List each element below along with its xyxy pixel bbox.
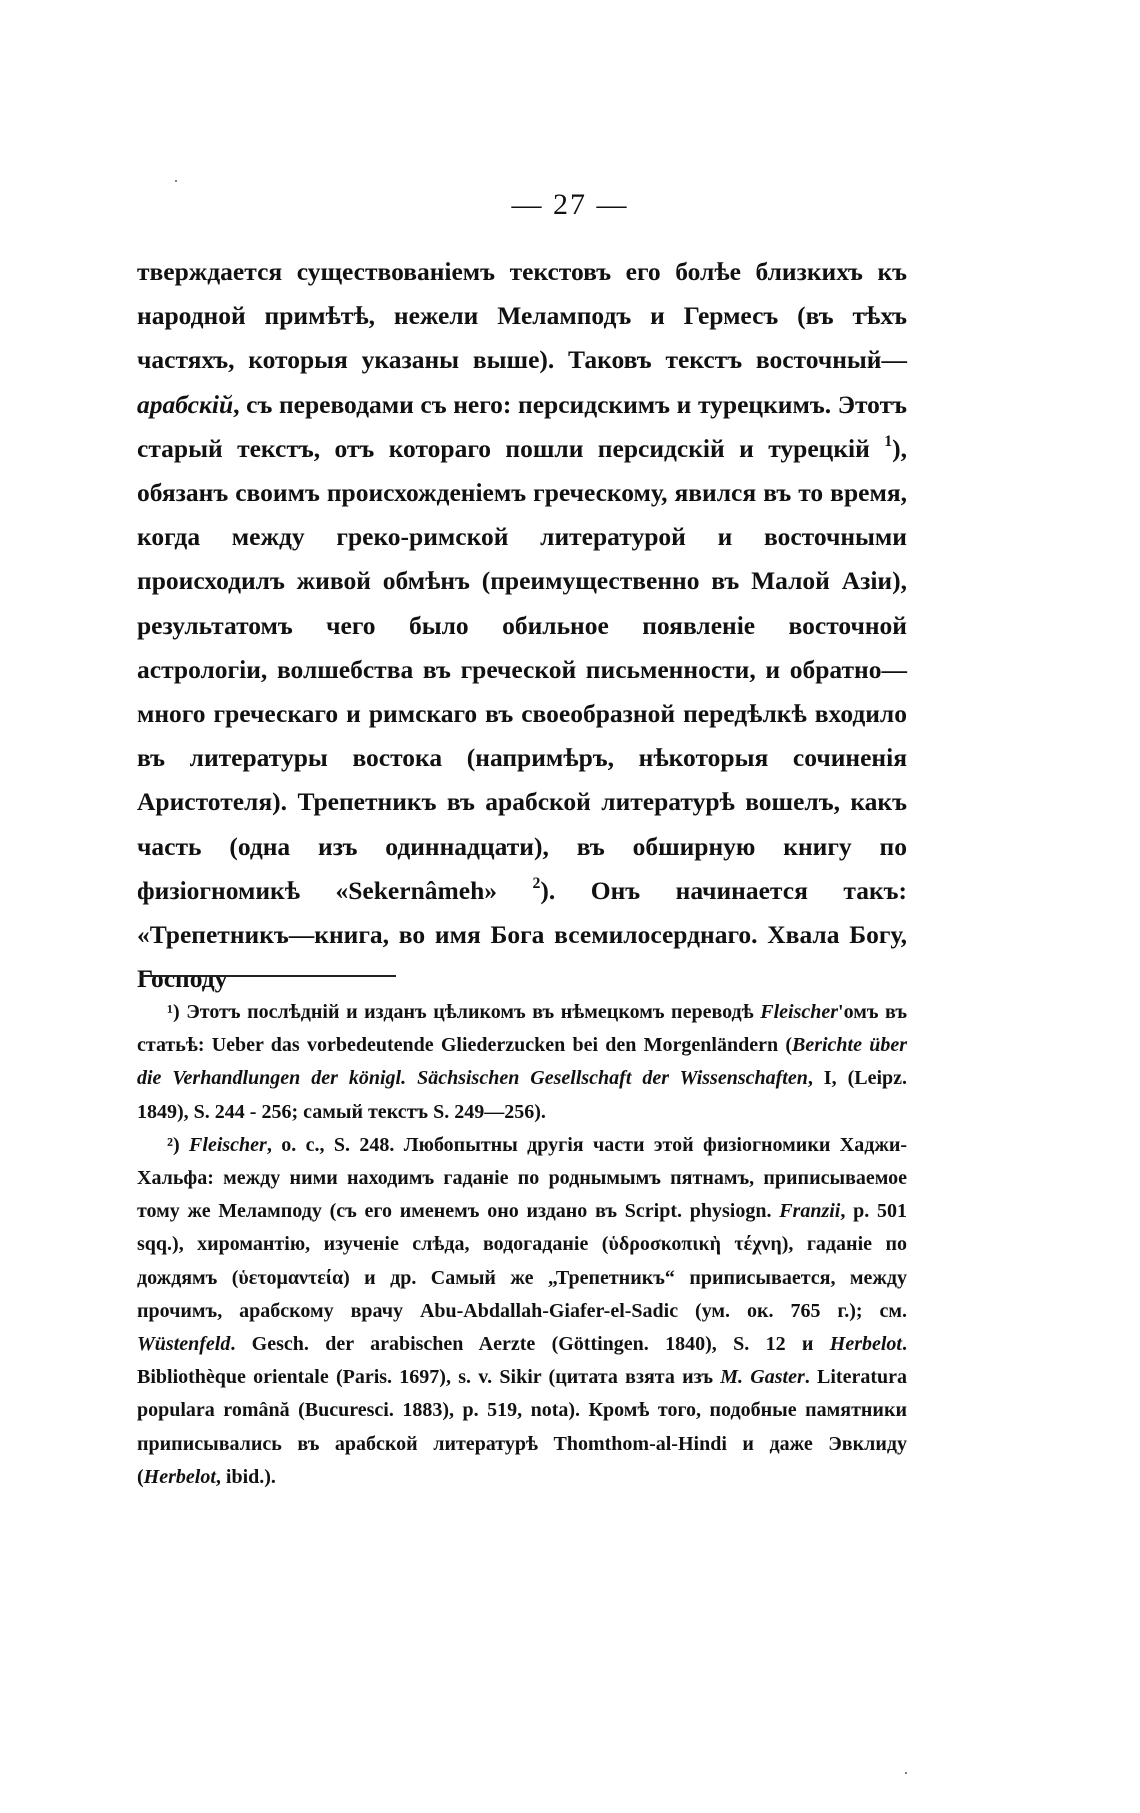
text-run-italic: M. Gaster xyxy=(720,1366,805,1389)
text-run-italic: Herbelot xyxy=(143,1465,216,1488)
text-run: 'омъ въ статьѣ: Ueber das vorbedeutende Gliederzucken bei den Morgenländern ( xyxy=(137,1001,908,1057)
text-run: , съ переводами съ него: персидскимъ и турецкимъ. Этотъ старый текстъ, отъ котораго пошли персидскій и турецкій xyxy=(137,389,907,463)
footnote-mark: ²) xyxy=(167,1133,190,1156)
footnote-2 xyxy=(137,1129,907,1494)
text-run: ). Онъ начинается такъ: «Трепетникъ—книга, во имя Бога всемилосерднаго. Хвала Богу, Господу xyxy=(137,875,907,994)
text-run: ), обязанъ своимъ происхожденіемъ греческому, явился въ то время, когда между греко-римской литературой и восточными происходилъ живой обмѣнъ (преимущественно въ Малой Азіи), результатомъ чего было обильное появленіе восточной астрологіи, волшебства въ греческой письменности, и обратно—много греческаго и римскаго въ своеобразной передѣлкѣ входило въ литературы востока (напримѣръ, нѣкоторыя сочиненія Аристотеля). Трепетникъ въ арабской литературѣ вошелъ, какъ часть (одна изъ одиннадцати), въ обширную книгу по физіогномикѣ «Sekernâmeh» xyxy=(137,433,907,905)
text-run: , I, (Leipz. 1849), S. 244 - 256; самый текстъ S. 249—256). xyxy=(137,1067,908,1123)
footnote-separator xyxy=(140,975,396,977)
text-run: . Bibliothèque orientale (Paris. 1697), s. v. Sikir (цитата взята изъ xyxy=(137,1333,907,1389)
footnote-ref-2: 2 xyxy=(532,874,541,892)
text-run: , p. 501 sqq.), хиромантію, изученіе слѣда, водогаданіе (ὑδροσκοπικὴ τέχνη), гаданіе по дождямъ (ὑετομαντεία) и др. Самый же „Трепетникъ“ приписывается, между прочимъ, арабскому врачу Abu-Abdallah-Giafer-el-Sadic (ум. ок. 765 г.); см. xyxy=(137,1200,908,1322)
text-run-italic: Fleischer xyxy=(189,1133,267,1156)
text-run: , o. c., S. 248. Любопытны другія части этой физіогномики Хаджи-Хальфа: между ними находимъ гаданіе по роднымымъ пятнамъ, приписываемое тому же Меламподу (съ его именемъ оно издано въ Script. physiogn. xyxy=(137,1133,908,1223)
footnote-1 xyxy=(137,996,907,1129)
scan-speck xyxy=(175,180,177,182)
text-run: тверждается существованіемъ текстовъ его болѣе близкихъ къ народной примѣтѣ, нежели Меламподъ и Гермесъ (въ тѣхъ частяхъ, которыя указаны выше). Таковъ текстъ восточный— xyxy=(137,257,907,375)
body-text xyxy=(137,250,907,1001)
text-run-italic: Franzii xyxy=(779,1200,841,1223)
text-run-italic: Fleischer xyxy=(760,1001,839,1023)
text-run-italic: Berichte über die Verhandlungen der königl. Sächsischen Gesellschaft der Wissenschaften xyxy=(137,1034,907,1090)
text-run: Этотъ послѣдній и изданъ цѣликомъ въ нѣмецкомъ переводѣ xyxy=(186,1001,761,1023)
text-run-italic: арабскій xyxy=(137,389,234,419)
text-run: . Gesch. der arabischen Aerzte (Göttingen. 1840), S. 12 и xyxy=(230,1333,830,1356)
page-number: — 27 — xyxy=(511,188,629,221)
footnotes xyxy=(137,996,907,1494)
footnote-ref-1: 1 xyxy=(884,432,893,450)
main-paragraph xyxy=(137,250,907,1001)
footnote-mark: ¹) xyxy=(167,1001,187,1023)
text-run: , ibid.). xyxy=(215,1465,276,1488)
text-run: . Literatura populara română (Bucuresci. 1883), p. 519, nota). Кромѣ того, подобные памятники приписывались въ арабской литературѣ Thomthom-al-Hindi и даже Эвклиду ( xyxy=(137,1366,907,1488)
scan-speck xyxy=(905,1772,907,1774)
text-run-italic: Wüstenfeld xyxy=(137,1333,231,1356)
text-run-italic: Herbelot xyxy=(829,1333,902,1356)
